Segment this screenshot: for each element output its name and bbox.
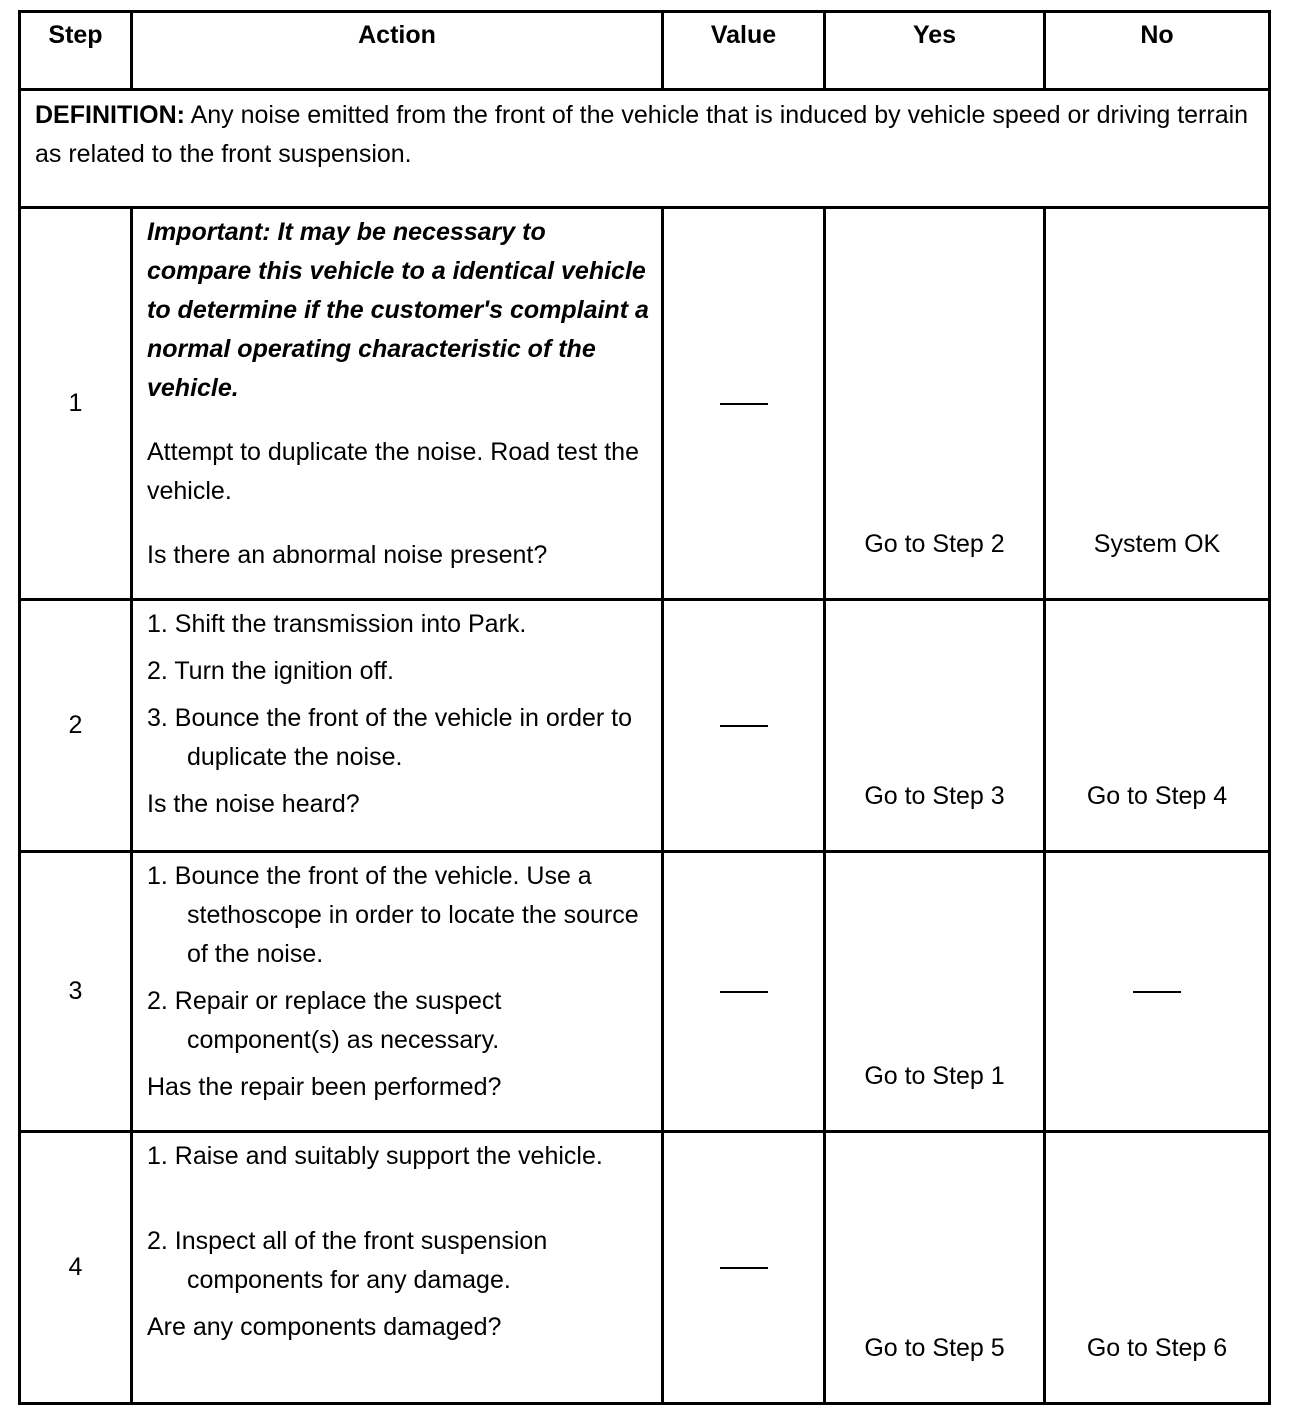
header-no: No	[1045, 12, 1270, 90]
dash-icon	[720, 403, 768, 405]
action-cell	[132, 208, 663, 600]
definition-label: DEFINITION:	[35, 101, 185, 129]
action-question: Has the repair been performed?	[147, 1073, 502, 1101]
action-list	[147, 1137, 651, 1300]
dash-icon	[720, 991, 768, 993]
dash-icon	[720, 725, 768, 727]
list-item: 1. Raise and suitably support the vehicle.	[147, 1142, 603, 1170]
header-row	[20, 12, 1270, 90]
action-question: Is the noise heard?	[147, 790, 360, 818]
step-number: 2	[20, 600, 132, 852]
list-item: 2. Inspect all of the front suspension components for any damage.	[147, 1227, 548, 1294]
no-cell: Go to Step 6	[1045, 1132, 1270, 1404]
header-value: Value	[663, 12, 825, 90]
value-cell	[663, 1132, 825, 1404]
list-item: 1. Bounce the front of the vehicle. Use a stethoscope in order to locate the source of the noise.	[147, 862, 639, 968]
no-cell	[1045, 852, 1270, 1132]
list-item: 2. Turn the ignition off.	[147, 657, 394, 685]
dash-icon	[720, 1267, 768, 1269]
yes-cell: Go to Step 1	[825, 852, 1045, 1132]
action-text: Attempt to duplicate the noise. Road test the vehicle.	[147, 438, 639, 505]
value-cell	[663, 208, 825, 600]
step-number: 3	[20, 852, 132, 1132]
definition-cell	[20, 90, 1270, 208]
header-step: Step	[20, 12, 132, 90]
action-list	[147, 605, 651, 777]
yes-cell: Go to Step 2	[825, 208, 1045, 600]
diagnostic-table	[18, 10, 1271, 1405]
value-cell	[663, 852, 825, 1132]
list-item: 2. Repair or replace the suspect component(s) as necessary.	[147, 987, 502, 1054]
action-cell	[132, 600, 663, 852]
step-number: 4	[20, 1132, 132, 1404]
no-cell: Go to Step 4	[1045, 600, 1270, 852]
table-row-step-4	[20, 1132, 1270, 1404]
table-row-step-1	[20, 208, 1270, 600]
header-yes: Yes	[825, 12, 1045, 90]
yes-cell: Go to Step 3	[825, 600, 1045, 852]
action-cell	[132, 852, 663, 1132]
action-cell	[132, 1132, 663, 1404]
step-number: 1	[20, 208, 132, 600]
table-row-step-2	[20, 600, 1270, 852]
definition-row	[20, 90, 1270, 208]
header-action: Action	[132, 12, 663, 90]
definition-text: Any noise emitted from the front of the vehicle that is induced by vehicle speed or driving terrain as related to the front suspension.	[35, 101, 1249, 168]
no-cell: System OK	[1045, 208, 1270, 600]
value-cell	[663, 600, 825, 852]
action-question: Is there an abnormal noise present?	[147, 541, 548, 569]
important-note: Important: It may be necessary to compare this vehicle to a identical vehicle to determine if the customer's complaint a normal operating characteristic of the vehicle.	[147, 218, 649, 402]
list-item: 1. Shift the transmission into Park.	[147, 610, 527, 638]
yes-cell: Go to Step 5	[825, 1132, 1045, 1404]
action-question: Are any components damaged?	[147, 1313, 502, 1341]
dash-icon	[1133, 991, 1181, 993]
action-list	[147, 857, 651, 1060]
list-item: 3. Bounce the front of the vehicle in order to duplicate the noise.	[147, 704, 633, 771]
table-row-step-3	[20, 852, 1270, 1132]
